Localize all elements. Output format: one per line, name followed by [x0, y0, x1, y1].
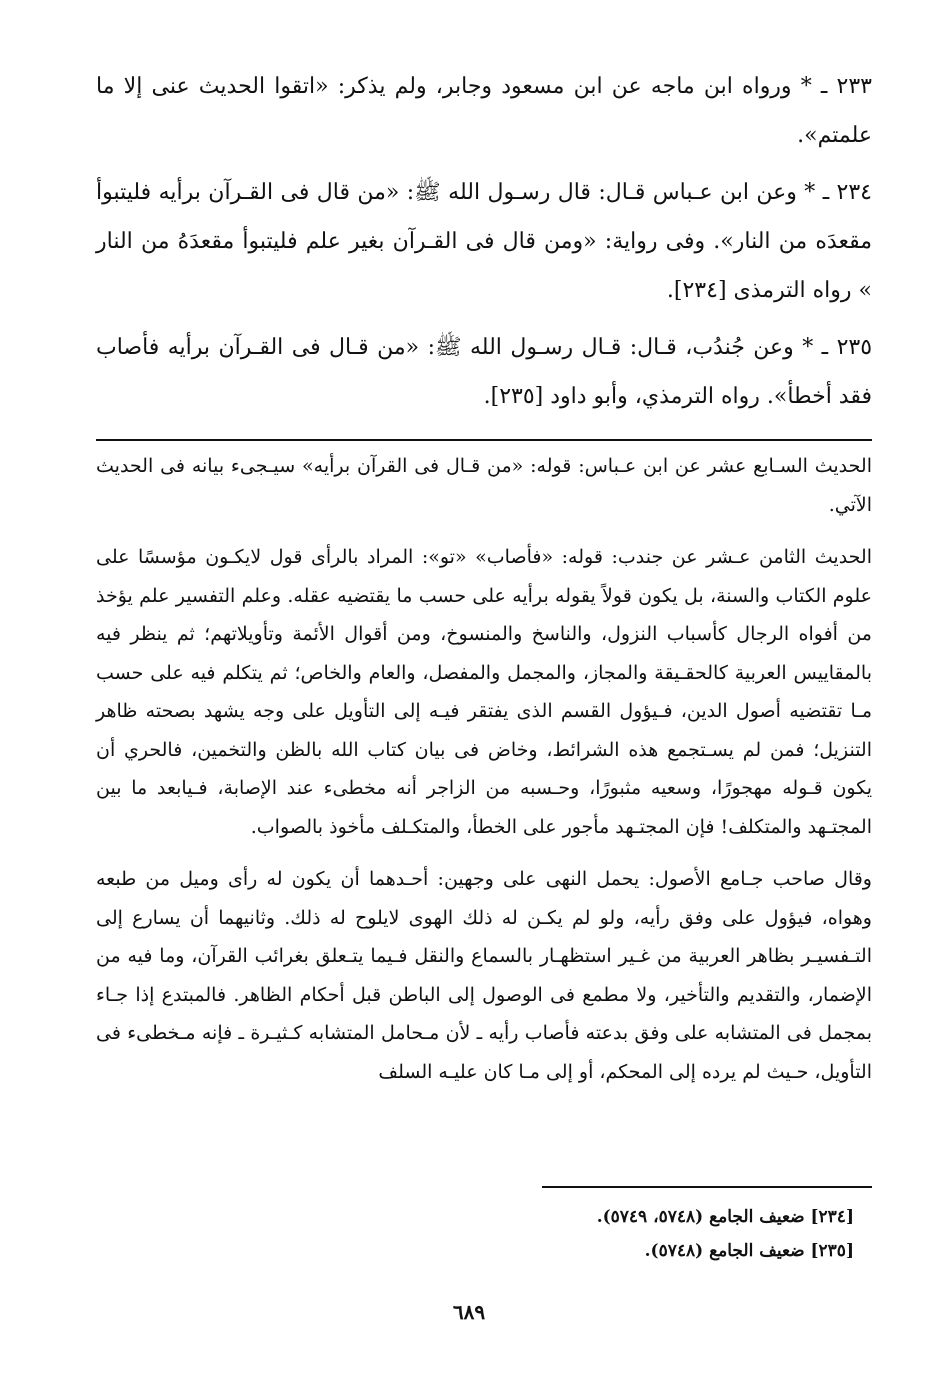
- footnote-divider: [542, 1186, 872, 1188]
- commentary-paragraph-jami: وقال صاحب جـامع الأصول: يحمل النهى على وجهين: أحـدهما أن يكون له رأى وميل من طبعه وهواه، فيؤول على وفق رأيه، ولو لم يكـن له ذلك الهوى لايلوح له ذلك. وثانيهما أن يسارع إلى التـفسيـر بظاهر العربية من غـير استظهـار بالسماع والنقل فـيما يتـعلق بغرائب القرآن، وما فيه من الإضمار، والتقديم والتأخير، ولا مطمع فى الوصول إلى الباطن قبل أحكام الظاهر. فالمبتدع إذا جـاء بمجمل فى المتشابه على وفق بدعته فأصاب رأيه ـ لأن مـحامل المتشابه كـثيـرة ـ فإنه مـخطىء فى التأويل، حـيث لم يرده إلى المحكم، أو إلى مـا كان عليـه السلف: [96, 868, 872, 1083]
- footnote-234: [٢٣٤] ضعيف الجامع (٥٧٤٨، ٥٧٤٩).: [596, 1207, 854, 1227]
- commentary-divider: [96, 439, 872, 441]
- commentary-paragraph-18: الحديث الثامن عـشر عن جندب: قوله: «فأصاب» «تو»: المراد بالرأى قول لايكـون مؤسسًا على علوم الكتاب والسنة، بل يكون قولاً يقوله برأيه على حسب ما يقتضيه عقله. وعلم التفسير علم يؤخذ من أفواه الرجال كأسباب النزول، والناسخ والمنسوخ، ومن أقوال الأئمة وتأويلاتهم؛ ثم ينظر فيه بالمقاييس العربية كالحقـيقة والمجاز، والمجمل والمفصل، والعام والخاص؛ ثم يتكلم فيه على حسب مـا تقتضيه أصول الدين، فـيؤول القسم الذى يفتقر فيـه إلى التأويل على وجه يشهد بصحته ظاهر التنزيل؛ فمن لم يسـتجمع هذه الشرائط، وخاض فى بيان كتاب الله بالظن والتخمين، فالحري أن يكون قـوله مهجورًا، وسعيه مثبورًا، وحـسبه من الزاجر أنه مخطىء عند الإصابة، فـيابعد ما بين المجتـهد والمتكلف! فإن المجتـهد مأجور على الخطأ، والمتكـلف مأخوذ بالصواب.: [96, 546, 873, 838]
- footnotes: [597, 1200, 854, 1268]
- footnote-235: [٢٣٥] ضعيف الجامع (٥٧٤٨).: [644, 1241, 854, 1261]
- hadith-235: ٢٣٥ ـ * وعن جُندُب، قـال: قـال رسـول الله ﷺ: «من قـال فى القـرآن برأيه فأصاب فقد أخطأ». رواه الترمذي، وأبو داود [٢٣٥].: [96, 335, 873, 409]
- commentary-section: [96, 447, 872, 1091]
- hadith-234: ٢٣٤ ـ * وعن ابن عـباس قـال: قال رسـول الله ﷺ: «من قال فى القـرآن برأيه فليتبوأ مقعدَه من النار». وفى رواية: «ومن قال فى القـرآن بغير علم فليتبوأ مقعدَهُ من النار » رواه الترمذى [٢٣٤].: [96, 180, 872, 303]
- hadith-233: ٢٣٣ ـ * ورواه ابن ماجه عن ابن مسعود وجابر، ولم يذكر: «اتقوا الحديث عنى إلا ما علمتم».: [96, 74, 872, 148]
- commentary-paragraph-17: الحديث السـابع عشر عن ابن عـباس: قوله: «من قـال فى القرآن برأيه» سيـجىء بيانه فى الحديث الآتي.: [96, 455, 872, 516]
- hadith-section: [96, 62, 872, 421]
- page-number: ٦٨٩: [452, 1300, 486, 1324]
